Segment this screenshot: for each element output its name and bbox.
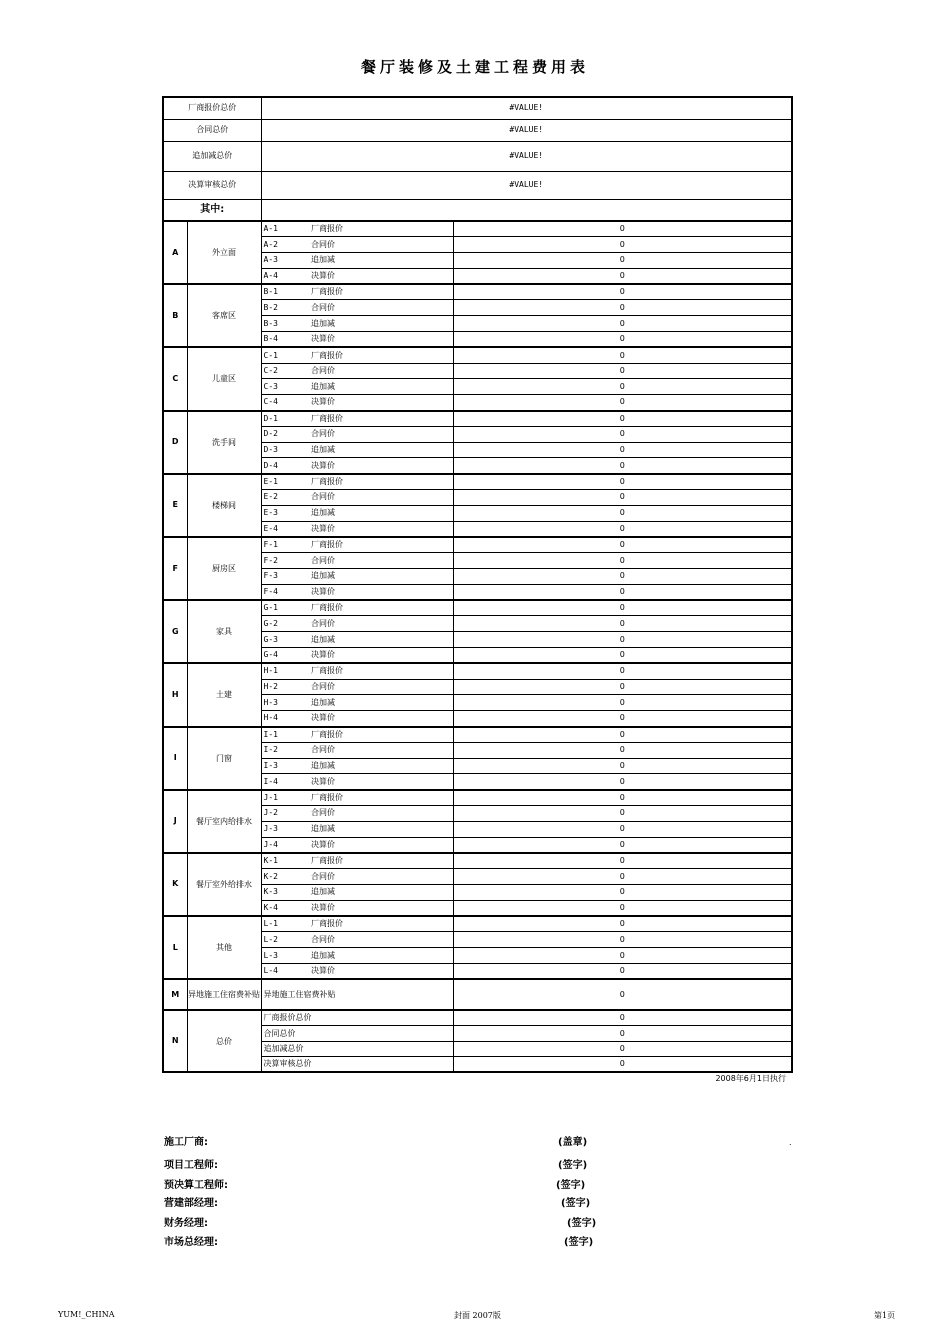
row-code: A-3 (261, 253, 309, 269)
row-item: 追加减 (309, 948, 453, 964)
row-item: 决算价 (309, 900, 453, 916)
section-row (163, 663, 792, 679)
section-row (163, 600, 792, 616)
row-value[interactable]: 0 (453, 426, 792, 442)
row-code: K-4 (261, 900, 309, 916)
row-value[interactable]: 0 (453, 363, 792, 379)
section-name: 厨房区 (187, 537, 261, 600)
row-item: 合同价 (309, 742, 453, 758)
section-letter: N (163, 1010, 187, 1072)
row-code: A-4 (261, 268, 309, 284)
section-name: 餐厅室内给排水 (187, 790, 261, 853)
row-code: D-3 (261, 442, 309, 458)
row-item: 厂商报价 (309, 537, 453, 553)
summary-row (163, 119, 792, 141)
row-item: 厂商报价 (309, 727, 453, 743)
signature-mark: (签字) (561, 1198, 591, 1209)
row-value[interactable]: 0 (453, 821, 792, 837)
signature-mark: (盖章) (558, 1137, 588, 1148)
row-value[interactable]: 0 (453, 347, 792, 363)
section-name: 客席区 (187, 284, 261, 347)
row-item: 追加减 (309, 316, 453, 332)
row-code: E-2 (261, 490, 309, 506)
row-item: 追加减 (309, 758, 453, 774)
section-row (163, 979, 792, 1010)
row-item: 厂商报价 (309, 411, 453, 427)
row-code: H-4 (261, 711, 309, 727)
row-value[interactable]: 0 (453, 695, 792, 711)
row-code: L-3 (261, 948, 309, 964)
row-code: B-3 (261, 316, 309, 332)
summary-value[interactable]: #VALUE! (261, 119, 792, 141)
section-name: 其他 (187, 916, 261, 979)
signature-role: 项目工程师: (164, 1160, 218, 1171)
row-code: D-1 (261, 411, 309, 427)
row-value[interactable]: 0 (453, 1041, 792, 1057)
row-code: G-4 (261, 648, 309, 664)
section-name: 餐厅室外给排水 (187, 853, 261, 916)
row-code: H-2 (261, 679, 309, 695)
row-item: 追加减 (309, 821, 453, 837)
row-code: F-3 (261, 569, 309, 585)
row-value[interactable]: 0 (453, 932, 792, 948)
row-value[interactable]: 0 (453, 221, 792, 237)
row-item: 异地施工住宿费补贴 (261, 979, 453, 1010)
row-value[interactable]: 0 (453, 758, 792, 774)
row-item: 合同价 (309, 553, 453, 569)
signature-role: 财务经理: (164, 1218, 208, 1229)
row-value[interactable]: 0 (453, 948, 792, 964)
row-code: J-1 (261, 790, 309, 806)
row-value[interactable]: 0 (453, 916, 792, 932)
row-item: 合同价 (309, 490, 453, 506)
row-value[interactable]: 0 (453, 616, 792, 632)
row-value[interactable]: 0 (453, 963, 792, 979)
row-item: 合同价 (309, 426, 453, 442)
row-item: 决算价 (309, 774, 453, 790)
row-item: 厂商报价 (309, 221, 453, 237)
row-code: B-2 (261, 300, 309, 316)
row-item: 合同价 (309, 237, 453, 253)
row-value[interactable]: 0 (453, 458, 792, 474)
row-code: A-1 (261, 221, 309, 237)
row-item: 决算价 (309, 963, 453, 979)
signature-mark: (签字) (564, 1237, 594, 1248)
section-row (163, 537, 792, 553)
row-value[interactable]: 0 (453, 474, 792, 490)
row-item: 追加减 (309, 695, 453, 711)
row-value[interactable]: 0 (453, 284, 792, 300)
summary-label: 决算审核总价 (163, 171, 261, 199)
summary-label: 厂商报价总价 (163, 97, 261, 119)
section-letter: B (163, 284, 187, 347)
section-name: 洗手间 (187, 411, 261, 474)
row-item: 合同价 (309, 932, 453, 948)
section-row (163, 221, 792, 237)
section-row (163, 853, 792, 869)
row-code: L-2 (261, 932, 309, 948)
row-code: J-4 (261, 837, 309, 853)
row-code: E-1 (261, 474, 309, 490)
row-code: G-3 (261, 632, 309, 648)
row-code: C-4 (261, 395, 309, 411)
row-code: L-1 (261, 916, 309, 932)
row-code: I-2 (261, 742, 309, 758)
row-code: F-2 (261, 553, 309, 569)
row-value[interactable]: 0 (453, 884, 792, 900)
row-value[interactable]: 0 (453, 537, 792, 553)
section-row (163, 474, 792, 490)
footer-right: 第1页 (874, 1311, 896, 1320)
section-row (163, 284, 792, 300)
row-value[interactable]: 0 (453, 837, 792, 853)
row-value[interactable]: 0 (453, 900, 792, 916)
row-value[interactable]: 0 (453, 379, 792, 395)
row-value[interactable]: 0 (453, 569, 792, 585)
row-value[interactable]: 0 (453, 853, 792, 869)
row-value[interactable]: 0 (453, 648, 792, 664)
row-code: J-3 (261, 821, 309, 837)
row-value[interactable]: 0 (453, 805, 792, 821)
summary-value[interactable]: #VALUE! (261, 97, 792, 119)
footer-center: 封面 2007版 (454, 1311, 501, 1320)
section-letter: E (163, 474, 187, 537)
row-item: 厂商报价 (309, 790, 453, 806)
row-item: 厂商报价 (309, 347, 453, 363)
summary-row (163, 141, 792, 171)
row-item: 决算价 (309, 521, 453, 537)
row-value[interactable]: 0 (453, 727, 792, 743)
row-value[interactable]: 0 (453, 600, 792, 616)
row-item: 决算审核总价 (261, 1057, 453, 1073)
row-item: 追加减 (309, 884, 453, 900)
section-name: 门窗 (187, 727, 261, 790)
signature-mark: (签字) (556, 1180, 586, 1191)
row-item: 合同价 (309, 616, 453, 632)
row-value[interactable]: 0 (453, 790, 792, 806)
section-letter: D (163, 411, 187, 474)
row-code: D-4 (261, 458, 309, 474)
row-value[interactable]: 0 (453, 237, 792, 253)
section-letter: I (163, 727, 187, 790)
row-item: 追加减总价 (261, 1041, 453, 1057)
row-value[interactable]: 0 (453, 979, 792, 1010)
row-value[interactable]: 0 (453, 663, 792, 679)
row-code: A-2 (261, 237, 309, 253)
row-value[interactable]: 0 (453, 442, 792, 458)
row-code: C-3 (261, 379, 309, 395)
row-item: 决算价 (309, 711, 453, 727)
row-code: L-4 (261, 963, 309, 979)
row-value[interactable]: 0 (453, 1026, 792, 1042)
row-value[interactable]: 0 (453, 869, 792, 885)
row-item: 决算价 (309, 648, 453, 664)
section-row (163, 1010, 792, 1026)
section-name: 家具 (187, 600, 261, 663)
row-item: 合同价 (309, 869, 453, 885)
row-code: K-1 (261, 853, 309, 869)
row-code: H-3 (261, 695, 309, 711)
row-item: 厂商报价 (309, 474, 453, 490)
among-empty (261, 199, 792, 221)
row-value[interactable]: 0 (453, 300, 792, 316)
row-value[interactable]: 0 (453, 332, 792, 348)
section-letter: A (163, 221, 187, 284)
section-name: 土建 (187, 663, 261, 726)
row-item: 厂商报价 (309, 663, 453, 679)
row-item: 合同价 (309, 363, 453, 379)
summary-value[interactable]: #VALUE! (261, 141, 792, 171)
section-letter: G (163, 600, 187, 663)
section-row (163, 790, 792, 806)
row-item: 合同总价 (261, 1026, 453, 1042)
row-code: J-2 (261, 805, 309, 821)
row-value[interactable]: 0 (453, 411, 792, 427)
row-value[interactable]: 0 (453, 711, 792, 727)
summary-row (163, 171, 792, 199)
row-value[interactable]: 0 (453, 316, 792, 332)
row-value[interactable]: 0 (453, 553, 792, 569)
row-item: 决算价 (309, 395, 453, 411)
row-item: 合同价 (309, 679, 453, 695)
summary-value[interactable]: #VALUE! (261, 171, 792, 199)
row-value[interactable]: 0 (453, 521, 792, 537)
row-code: F-1 (261, 537, 309, 553)
row-value[interactable]: 0 (453, 742, 792, 758)
row-code: I-1 (261, 727, 309, 743)
row-code: E-3 (261, 505, 309, 521)
row-item: 追加减 (309, 632, 453, 648)
section-name: 外立面 (187, 221, 261, 284)
row-item: 追加减 (309, 253, 453, 269)
row-code: H-1 (261, 663, 309, 679)
stray-dot: . (789, 1138, 792, 1147)
row-code: E-4 (261, 521, 309, 537)
row-code: K-3 (261, 884, 309, 900)
row-item: 厂商报价 (309, 600, 453, 616)
row-value[interactable]: 0 (453, 774, 792, 790)
summary-row (163, 97, 792, 119)
cost-table (162, 96, 793, 1073)
signature-role: 市场总经理: (164, 1237, 218, 1248)
row-value[interactable]: 0 (453, 395, 792, 411)
row-value[interactable]: 0 (453, 268, 792, 284)
row-code: D-2 (261, 426, 309, 442)
section-name: 异地施工住宿费补贴 (187, 979, 261, 1010)
row-code: G-2 (261, 616, 309, 632)
row-code: F-4 (261, 584, 309, 600)
row-code: B-1 (261, 284, 309, 300)
row-value[interactable]: 0 (453, 1057, 792, 1073)
section-letter: F (163, 537, 187, 600)
section-name: 总价 (187, 1010, 261, 1072)
among-label: 其中: (163, 199, 261, 221)
row-item: 追加减 (309, 379, 453, 395)
footer-left: YUM!_CHINA (58, 1310, 115, 1319)
row-item: 决算价 (309, 837, 453, 853)
section-letter: J (163, 790, 187, 853)
row-value[interactable]: 0 (453, 490, 792, 506)
row-item: 决算价 (309, 268, 453, 284)
row-item: 决算价 (309, 584, 453, 600)
row-code: C-1 (261, 347, 309, 363)
section-row (163, 411, 792, 427)
signature-role: 营建部经理: (164, 1198, 218, 1209)
signature-role: 预决算工程师: (164, 1180, 228, 1191)
row-value[interactable]: 0 (453, 1010, 792, 1026)
row-value[interactable]: 0 (453, 505, 792, 521)
section-letter: M (163, 979, 187, 1010)
row-code: G-1 (261, 600, 309, 616)
row-value[interactable]: 0 (453, 253, 792, 269)
row-code: I-4 (261, 774, 309, 790)
page-title: 餐厅装修及土建工程费用表 (360, 58, 589, 76)
summary-label: 合同总价 (163, 119, 261, 141)
execution-date: 2008年6月1日执行 (715, 1074, 786, 1083)
row-item: 决算价 (309, 458, 453, 474)
row-value[interactable]: 0 (453, 632, 792, 648)
section-name: 儿童区 (187, 347, 261, 410)
section-letter: H (163, 663, 187, 726)
section-row (163, 347, 792, 363)
row-item: 决算价 (309, 332, 453, 348)
row-item: 厂商报价总价 (261, 1010, 453, 1026)
section-row (163, 727, 792, 743)
section-letter: L (163, 916, 187, 979)
row-item: 追加减 (309, 569, 453, 585)
row-item: 合同价 (309, 805, 453, 821)
row-item: 厂商报价 (309, 284, 453, 300)
summary-label: 追加减总价 (163, 141, 261, 171)
row-code: B-4 (261, 332, 309, 348)
signature-role: 施工厂商: (164, 1137, 208, 1148)
row-code: I-3 (261, 758, 309, 774)
section-letter: K (163, 853, 187, 916)
among-row (163, 199, 792, 221)
signature-mark: (签字) (558, 1160, 588, 1171)
row-item: 追加减 (309, 505, 453, 521)
section-row (163, 916, 792, 932)
row-value[interactable]: 0 (453, 679, 792, 695)
row-item: 合同价 (309, 300, 453, 316)
row-item: 厂商报价 (309, 853, 453, 869)
signature-mark: (签字) (567, 1218, 597, 1229)
section-letter: C (163, 347, 187, 410)
row-item: 厂商报价 (309, 916, 453, 932)
row-code: K-2 (261, 869, 309, 885)
row-item: 追加减 (309, 442, 453, 458)
row-value[interactable]: 0 (453, 584, 792, 600)
section-name: 楼梯间 (187, 474, 261, 537)
row-code: C-2 (261, 363, 309, 379)
